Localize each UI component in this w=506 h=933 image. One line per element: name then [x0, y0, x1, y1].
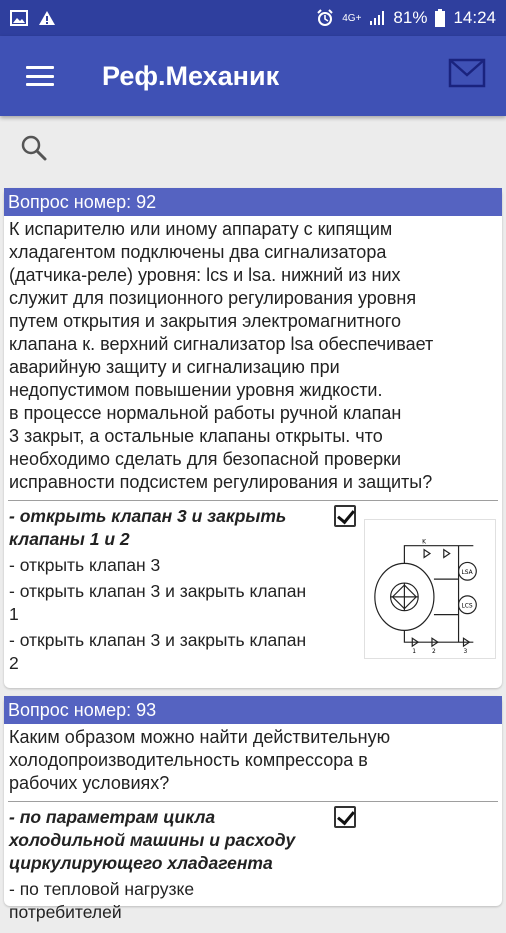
question-number: Вопрос номер: 93: [4, 696, 502, 724]
answer-option[interactable]: - открыть клапан 3 и закрыть клапан 2: [9, 630, 307, 673]
diagram-label-lcs: LCS: [461, 603, 473, 610]
diagram-label-k: K: [422, 539, 426, 546]
question-card: [4, 696, 502, 922]
diagram-label-1: 1: [412, 649, 417, 656]
answer-option-correct[interactable]: - открыть клапан 3 и закрыть клапаны 1 и 2: [9, 506, 287, 549]
clock: 14:24: [453, 8, 496, 27]
diagram-label-3: 3: [463, 649, 468, 656]
question-card: [4, 188, 502, 688]
mail-icon[interactable]: [448, 58, 486, 88]
battery-percent: 81%: [393, 8, 428, 27]
question-number: Вопрос номер: 92: [4, 188, 502, 216]
correct-answer-checkbox[interactable]: [334, 806, 356, 828]
warning-icon: [38, 10, 56, 26]
app-bar: [0, 36, 506, 116]
answers-list: [4, 802, 502, 933]
battery-icon: [435, 9, 445, 27]
network-type: 4G+: [342, 12, 362, 24]
answers-list: [4, 501, 502, 684]
answer-option[interactable]: - открыть клапан 3: [9, 555, 161, 575]
question-text: К испарителю или иному аппарату с кипящим хладагентом подключены два сигнализатора (датчика-реле) уровня: lcs и lsa. нижний из них служит для позиционного регулирования уровня путем открытия и закрытия электромагнитного клапана к. верхний сигнализатор lsa обеспечивает аварийную защиту и сигнализацию при недопустимом повышении уровня жидкости. в процессе нормальной работы ручной клапан 3 закрыт, а остальные клапаны открыты. что необходимо сделать для безопасной проверки исправности подсистем регулирования и защиты?: [9, 219, 434, 492]
question-text: Каким образом можно найти действительную холодопроизводительность компрессора в рабочих условиях?: [9, 727, 391, 793]
app-title: Реф.Механик: [102, 60, 280, 91]
correct-answer-checkbox[interactable]: [334, 505, 356, 527]
diagram-label-lsa: LSA: [461, 570, 473, 577]
image-notification-icon: [10, 10, 28, 26]
alarm-icon: [316, 9, 334, 27]
answer-option[interactable]: - открыть клапан 3 и закрыть клапан 1: [9, 581, 307, 624]
refrigeration-schematic-diagram: [364, 519, 496, 659]
answer-option-correct[interactable]: - по параметрам цикла холодильной машины и расходу циркулирующего хладагента: [9, 807, 296, 873]
status-bar: [0, 0, 506, 36]
menu-icon[interactable]: [26, 66, 54, 86]
signal-icon: [369, 10, 385, 26]
diagram-label-2: 2: [431, 649, 436, 656]
answer-option[interactable]: - по тепловой нагрузке потребителей: [9, 879, 195, 922]
search-row: [0, 116, 506, 180]
search-icon[interactable]: [20, 134, 48, 162]
